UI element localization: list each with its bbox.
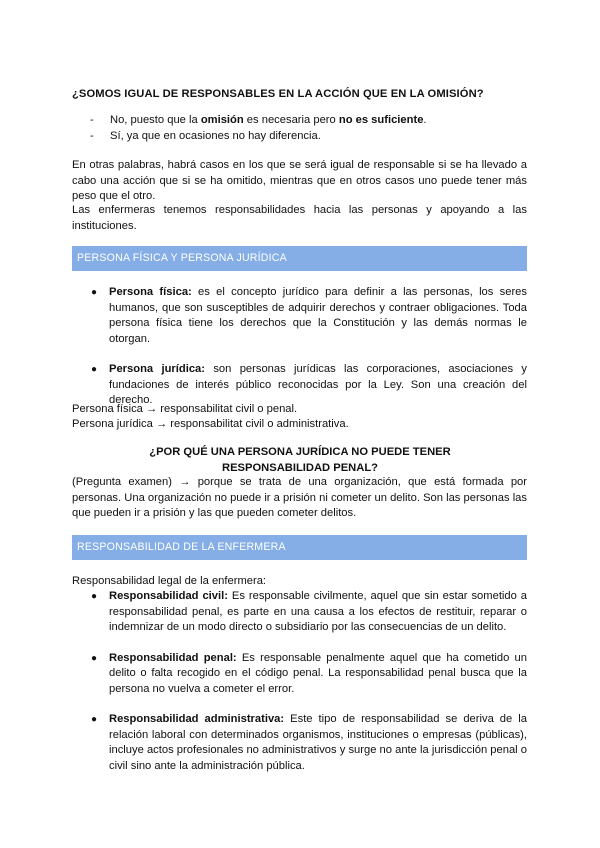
question-heading: ¿POR QUÉ UNA PERSONA JURÍDICA NO PUEDE TENER RESPONSABILIDAD PENAL?	[149, 446, 451, 474]
legal-intro: Responsabilidad legal de la enfermera:	[72, 575, 267, 587]
line-persona-juridica: Persona jurídica → responsabilitat civil o administrativa.	[72, 418, 349, 430]
heading-omision: ¿SOMOS IGUAL DE RESPONSABLES EN LA ACCIÓN QUE EN LA OMISIÓN?	[72, 88, 484, 100]
line-persona-fisica: Persona física → responsabilitat civil o penal.	[72, 403, 298, 415]
dash-list	[90, 113, 530, 144]
paragraph-enfermeras: Las enfermeras tenemos responsabilidades hacia las personas y apoyando a las instituciones.	[72, 204, 527, 232]
bullet-list-persona	[91, 285, 527, 409]
bullet-list-responsabilidad	[91, 589, 527, 774]
section-header-enfermera: RESPONSABILIDAD DE LA ENFERMERA	[72, 535, 527, 560]
list-item: - No, puesto que la omisión es necesaria pero no es suficiente.	[90, 114, 427, 126]
list-item: ● Responsabilidad administrativa: Este tipo de responsabilidad se deriva de la relación laboral con determinados organismos, instituciones o empresas (públicas), incluye actos profesionales no administrativos y surge no ante la jurisdicción penal o civil sino ante la administración pública.	[91, 713, 527, 772]
list-item: ● Responsabilidad civil: Es responsable civilmente, aquel que sin estar sometido a responsabilidad penal, es parte en una causa a los efectos de restituir, reparar o indemnizar de un modo directo o subsidiario por las consecuencias de un delito.	[91, 590, 528, 633]
question-answer: (Pregunta examen) → porque se trata de una organización, que está formada por personas. Una organización no puede ir a prisión ni cometer un delito. Son las personas las que pueden ir a prisión y las que pueden cometer delitos.	[72, 476, 527, 519]
list-item: ● Persona física: es el concepto jurídico para definir a las personas, los seres humanos, que son susceptibles de adquirir derechos y contraer obligaciones. Toda persona física tiene los derechos que la Constitución y las demás normas le otorgan.	[91, 286, 528, 345]
paragraph-otras-palabras: En otras palabras, habrá casos en los que se será igual de responsable si se ha llevado a cabo una acción que si se ha omitido, mientras que en otros casos uno puede tener más peso que el otro.	[72, 159, 527, 202]
list-item: - Sí, ya que en ocasiones no hay diferencia.	[90, 129, 321, 142]
list-item: ● Persona jurídica: son personas jurídicas las corporaciones, asociaciones y fundaciones de interés público reconocidas por la Ley. Son una creación del derecho.	[91, 363, 527, 406]
list-item: ● Responsabilidad penal: Es responsable penalmente aquel que ha cometido un delito o falta recogido en el código penal. La responsabilidad penal busca que la persona no vuelva a cometer el error.	[91, 651, 527, 695]
section-header-persona: PERSONA FÍSICA Y PERSONA JURÍDICA	[72, 246, 527, 271]
